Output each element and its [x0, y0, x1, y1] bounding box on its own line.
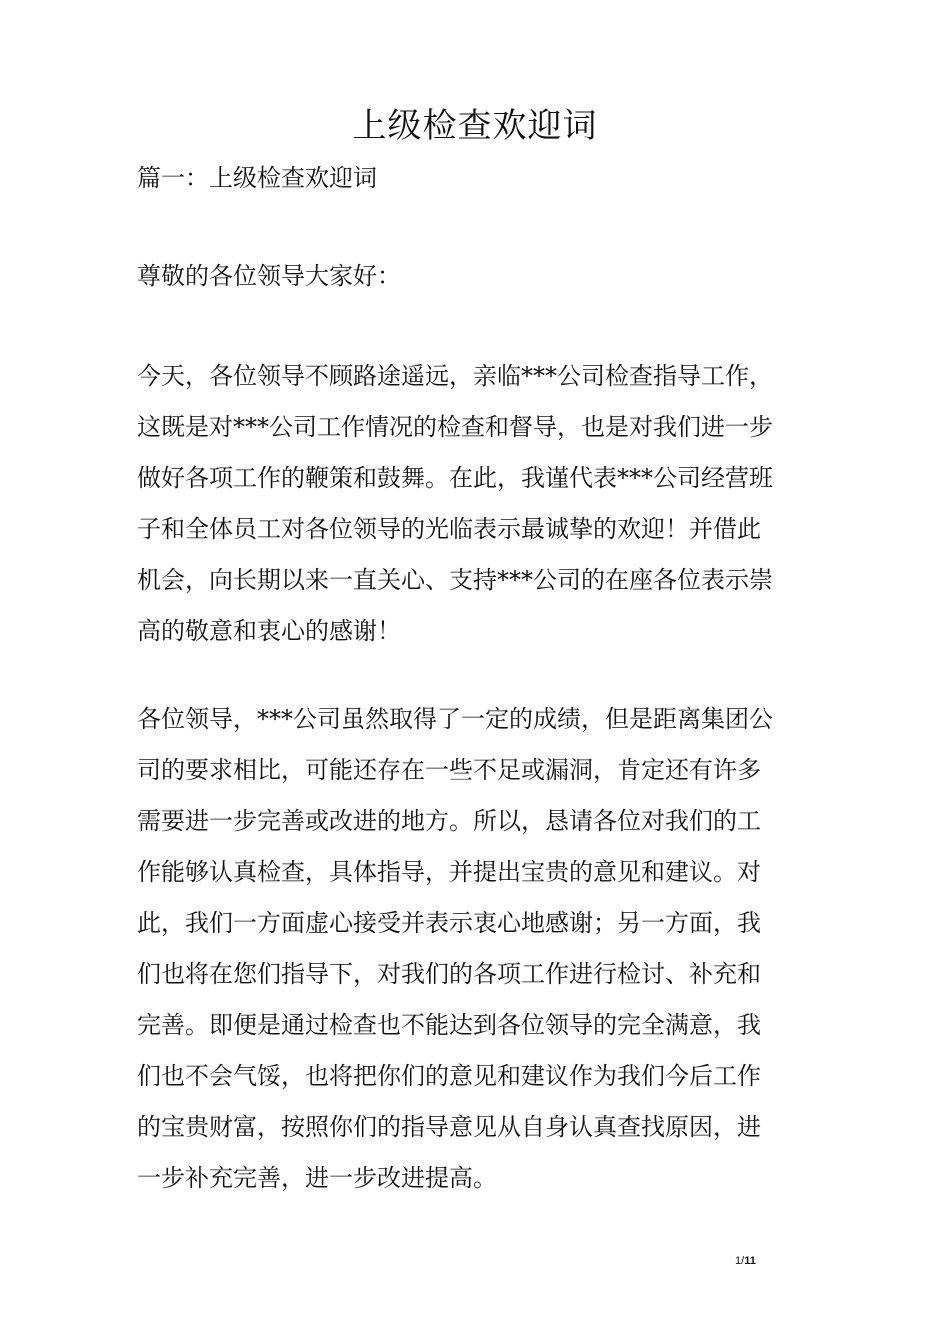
paragraph-line: 这既是对***公司工作情况的检查和督导，也是对我们进一步	[137, 413, 773, 441]
paragraph-line: 做好各项工作的鞭策和鼓舞。在此，我谨代表***公司经营班	[137, 464, 773, 492]
page-number	[735, 1254, 756, 1268]
paragraph-line: 的宝贵财富，按照你们的指导意见从自身认真查找原因，进	[137, 1113, 761, 1141]
paragraph-line: 此，我们一方面虚心接受并表示衷心地感谢；另一方面，我	[137, 909, 761, 937]
paragraph-line: 机会，向长期以来一直关心、支持***公司的在座各位表示崇	[137, 566, 773, 594]
section-heading: 篇一：上级检查欢迎词	[137, 164, 377, 192]
paragraph-line: 子和全体员工对各位领导的光临表示最诚挚的欢迎！并借此	[137, 515, 761, 543]
paragraph-line: 一步补充完善，进一步改进提高。	[137, 1164, 497, 1192]
page-current: 1/	[735, 1255, 745, 1267]
paragraph-line: 们也不会气馁，也将把你们的意见和建议作为我们今后工作	[137, 1062, 761, 1090]
body-paragraph-1	[137, 351, 817, 657]
greeting-line: 尊敬的各位领导大家好：	[137, 262, 401, 290]
document-title: 上级检查欢迎词	[352, 106, 598, 146]
paragraph-line: 们也将在您们指导下，对我们的各项工作进行检讨、补充和	[137, 960, 761, 988]
body-paragraph-2	[137, 694, 817, 1204]
paragraph-line: 今天，各位领导不顾路途遥远，亲临***公司检查指导工作，	[137, 362, 773, 390]
paragraph-line: 作能够认真检查，具体指导，并提出宝贵的意见和建议。对	[137, 858, 761, 886]
page-total: 11	[744, 1255, 756, 1267]
paragraph-line: 司的要求相比，可能还存在一些不足或漏洞，肯定还有许多	[137, 756, 761, 784]
paragraph-line: 各位领导，***公司虽然取得了一定的成绩，但是距离集团公	[137, 705, 773, 733]
paragraph-line: 高的敬意和衷心的感谢！	[137, 617, 401, 645]
paragraph-line: 完善。即便是通过检查也不能达到各位领导的完全满意，我	[137, 1011, 761, 1039]
paragraph-line: 需要进一步完善或改进的地方。所以，恳请各位对我们的工	[137, 807, 761, 835]
